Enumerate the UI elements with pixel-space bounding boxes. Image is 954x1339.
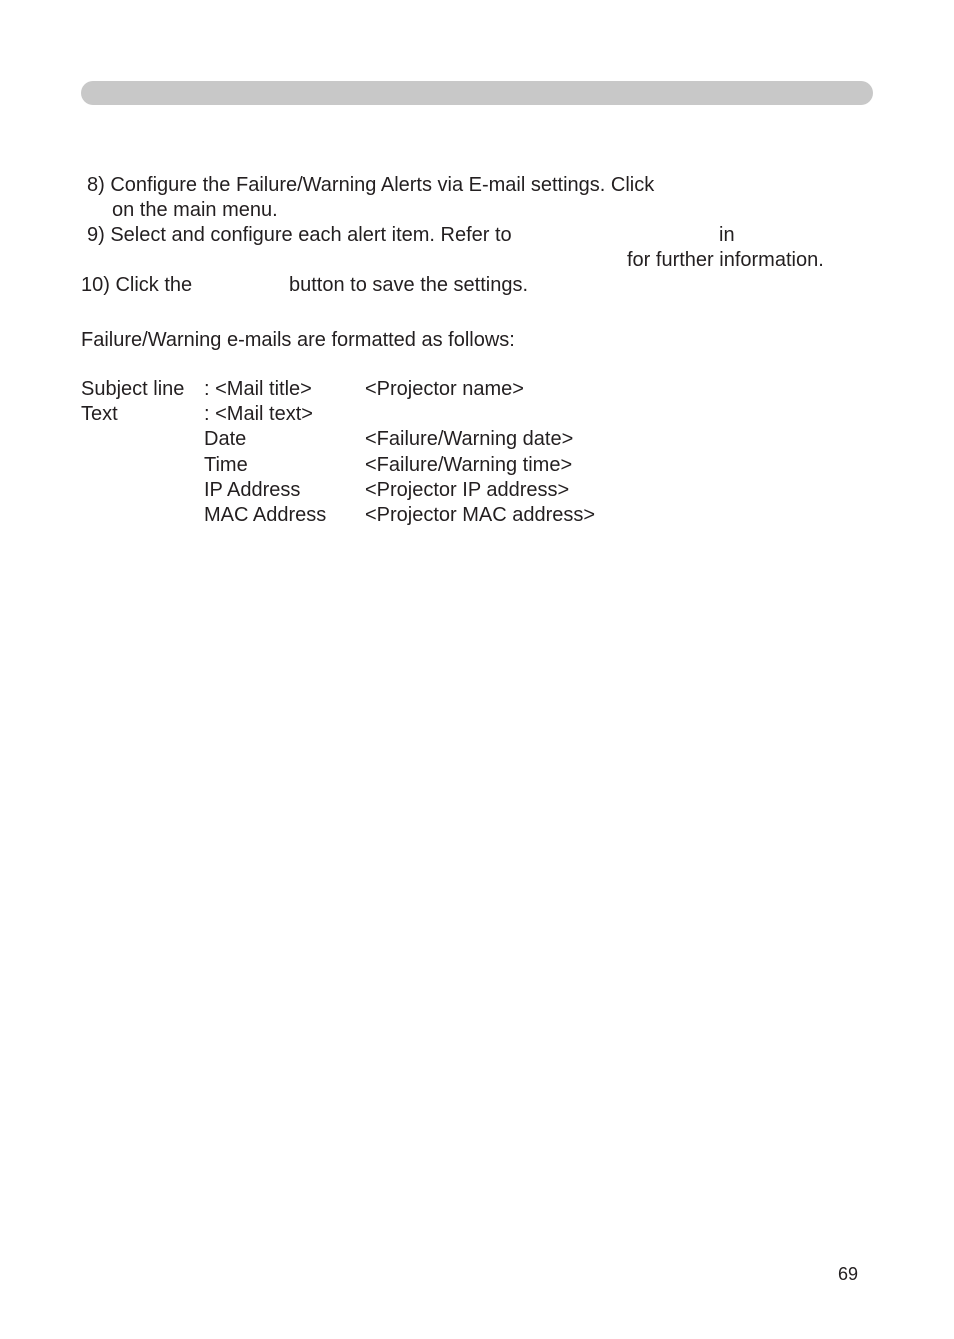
subject-value-2: <Projector name> — [365, 378, 524, 400]
step-10-text-2: button to save the settings. — [289, 274, 529, 296]
step-10-text: 10) Click the — [81, 274, 193, 296]
row-label: MAC Address — [204, 504, 327, 526]
step-8-line-2: on the main menu. — [112, 199, 278, 221]
step-9-in: in — [719, 224, 735, 246]
format-intro: Failure/Warning e-mails are formatted as follows: — [81, 329, 515, 351]
row-label: Date — [204, 428, 247, 450]
header-bar — [81, 81, 873, 105]
step-8-line-1: 8) Configure the Failure/Warning Alerts via E-mail settings. Click — [87, 174, 655, 196]
row-value: <Failure/Warning date> — [365, 428, 574, 450]
step-9-line-2: for further information. — [627, 249, 824, 271]
subject-value: : <Mail title> — [204, 378, 312, 400]
step-9-text: 9) Select and configure each alert item. Refer to — [87, 224, 512, 246]
text-label: Text — [81, 403, 118, 425]
page-number: 69 — [838, 1264, 859, 1284]
row-value: <Failure/Warning time> — [365, 454, 573, 476]
row-label: Time — [204, 454, 248, 476]
text-value: : <Mail text> — [204, 403, 313, 425]
subject-label: Subject line — [81, 378, 185, 400]
row-value: <Projector MAC address> — [365, 504, 596, 526]
row-value: <Projector IP address> — [365, 479, 570, 501]
row-label: IP Address — [204, 479, 301, 501]
